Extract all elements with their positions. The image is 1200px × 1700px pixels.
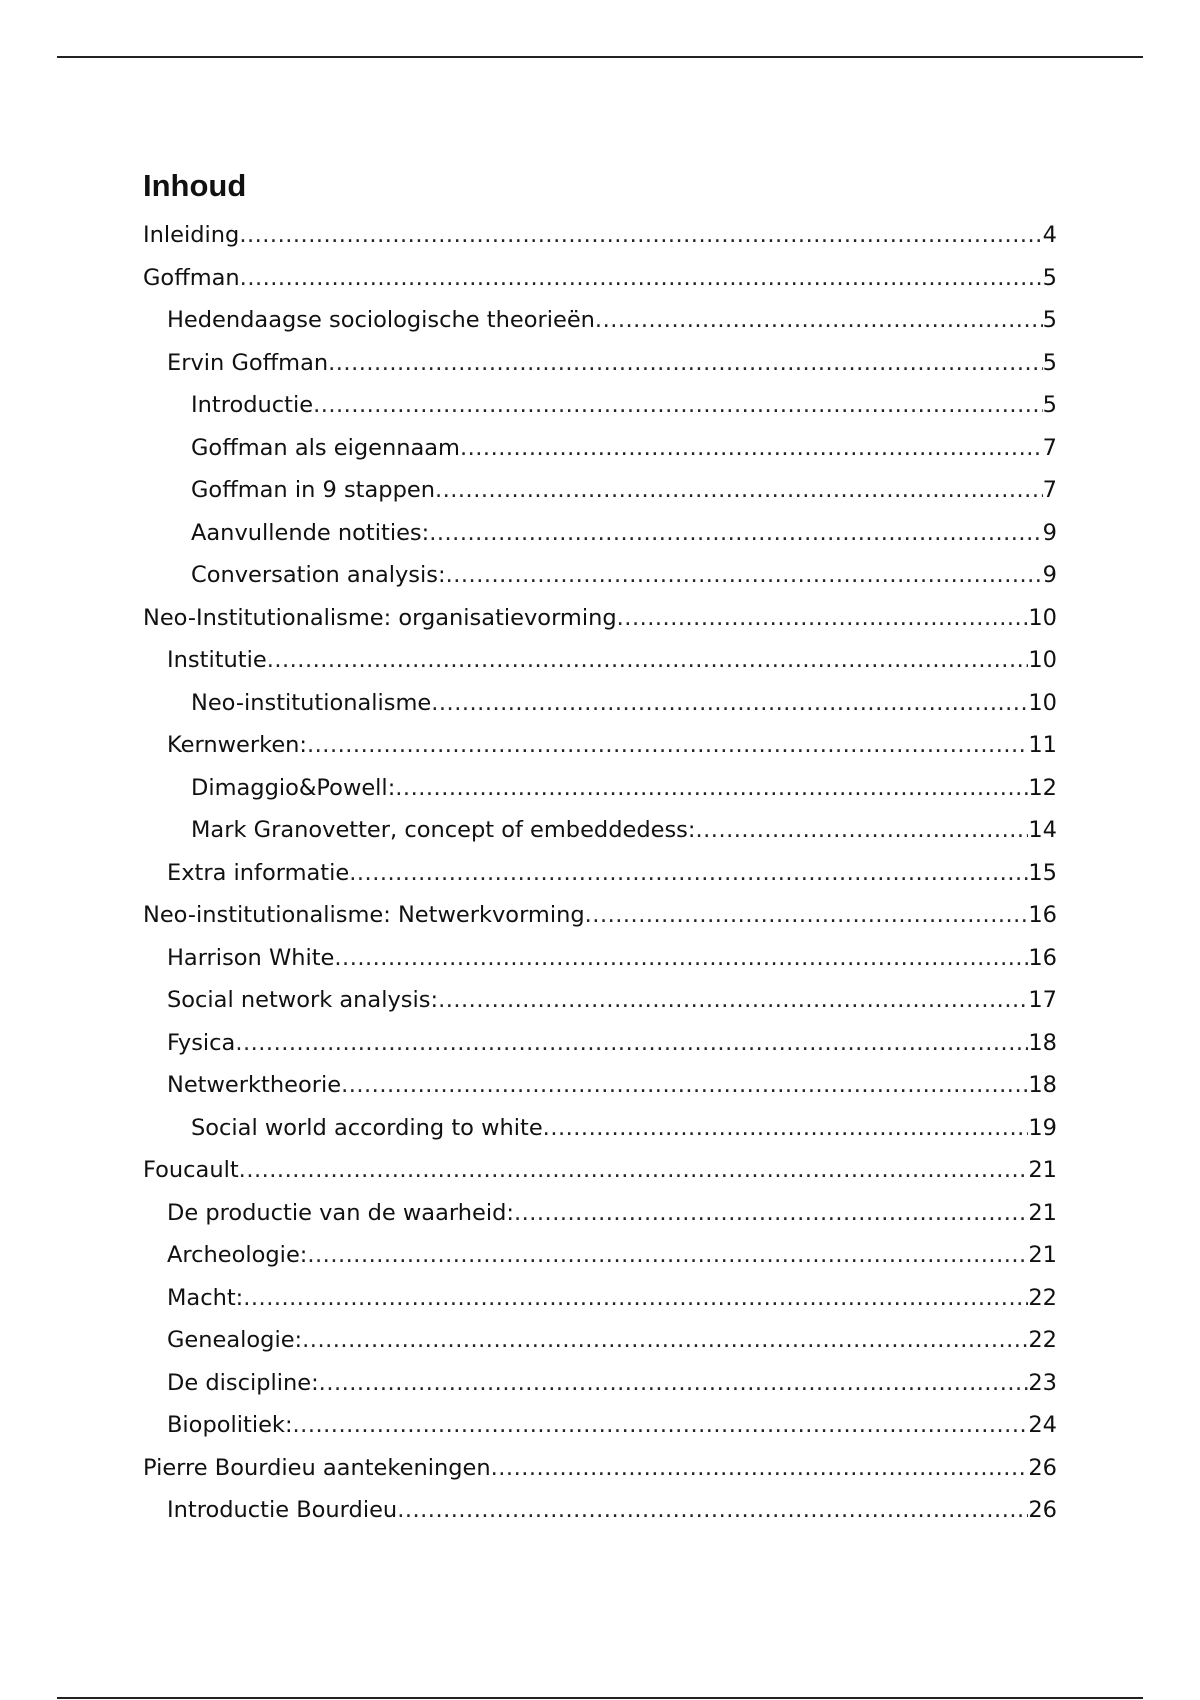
toc-entry-page-number: 11	[1028, 732, 1057, 758]
toc-entry-page-number: 4	[1042, 222, 1057, 248]
toc-entry-page-number: 7	[1042, 434, 1057, 461]
toc-entry-label: Mark Granovetter, concept of embeddedess:	[191, 817, 696, 843]
toc-dot-leader	[514, 1192, 1028, 1235]
toc-entry-page-number: 26	[1028, 1497, 1057, 1523]
toc-dot-leader	[695, 809, 1028, 852]
toc-entry-label: Aanvullende notities:	[191, 519, 430, 546]
toc-entry[interactable]	[143, 512, 1057, 555]
toc-entry[interactable]	[143, 299, 1057, 342]
toc-entry-label: Neo-institutionalisme: Netwerkvorming	[143, 902, 585, 928]
toc-dot-leader	[397, 1489, 1028, 1532]
toc-entry[interactable]	[143, 724, 1057, 767]
toc-dot-leader	[543, 1107, 1029, 1150]
toc-dot-leader	[240, 257, 1043, 300]
toc-entry-page-number: 22	[1028, 1284, 1057, 1311]
toc-entry-page-number: 22	[1028, 1327, 1057, 1353]
toc-entry-page-number: 15	[1028, 859, 1057, 886]
toc-dot-leader	[446, 554, 1043, 597]
toc-entry[interactable]	[143, 469, 1057, 512]
toc-entry-label: Neo-Institutionalisme: organisatievorming	[143, 604, 617, 631]
toc-dot-leader	[585, 894, 1029, 937]
toc-entry[interactable]	[143, 1362, 1057, 1405]
toc-entry-page-number: 16	[1028, 902, 1057, 928]
toc-entry-label: Goffman als eigennaam	[191, 434, 460, 461]
toc-entry-page-number: 17	[1028, 987, 1057, 1013]
toc-entry-label: Ervin Goffman	[167, 349, 329, 376]
toc-entry[interactable]	[143, 1192, 1057, 1235]
toc-entry-page-number: 7	[1042, 477, 1057, 503]
toc-entry-label: De discipline:	[167, 1369, 319, 1396]
table-of-contents	[143, 166, 1057, 1532]
toc-entry-page-number: 10	[1028, 647, 1057, 673]
toc-dot-leader	[267, 639, 1029, 682]
toc-entry[interactable]	[143, 597, 1057, 640]
toc-entry[interactable]	[143, 384, 1057, 427]
toc-entry-label: Goffman	[143, 264, 240, 291]
toc-entry-page-number: 9	[1042, 562, 1057, 588]
toc-title: Inhoud	[143, 168, 247, 203]
toc-list	[143, 214, 1057, 1532]
toc-dot-leader	[243, 1277, 1028, 1320]
toc-entry-page-number: 21	[1028, 1157, 1057, 1183]
toc-entry-page-number: 5	[1042, 349, 1057, 376]
toc-dot-leader	[313, 384, 1043, 427]
toc-dot-leader	[319, 1362, 1029, 1405]
toc-entry-label: Netwerktheorie	[167, 1072, 342, 1098]
toc-entry[interactable]	[143, 852, 1057, 895]
toc-entry[interactable]	[143, 1107, 1057, 1150]
toc-dot-leader	[302, 1319, 1028, 1362]
toc-entry-label: Pierre Bourdieu aantekeningen	[143, 1454, 491, 1481]
toc-dot-leader	[617, 597, 1029, 640]
toc-entry[interactable]	[143, 979, 1057, 1022]
toc-entry-page-number: 19	[1028, 1114, 1057, 1141]
toc-dot-leader	[293, 1404, 1029, 1447]
toc-entry-page-number: 5	[1042, 307, 1057, 333]
toc-entry-label: Fysica	[167, 1029, 236, 1056]
toc-entry[interactable]	[143, 937, 1057, 980]
toc-entry-page-number: 23	[1028, 1369, 1057, 1396]
toc-entry-label: Archeologie:	[167, 1242, 308, 1268]
toc-entry[interactable]	[143, 809, 1057, 852]
toc-entry[interactable]	[143, 767, 1057, 810]
toc-dot-leader	[235, 1022, 1028, 1065]
toc-entry-label: Genealogie:	[167, 1327, 303, 1353]
toc-entry[interactable]	[143, 1064, 1057, 1107]
toc-dot-leader	[429, 512, 1042, 555]
toc-dot-leader	[431, 682, 1028, 725]
toc-entry-page-number: 10	[1028, 604, 1057, 631]
toc-entry-label: Harrison White	[167, 944, 335, 971]
toc-entry[interactable]	[143, 1319, 1057, 1362]
toc-entry-page-number: 21	[1028, 1242, 1057, 1268]
toc-entry-label: Introductie	[191, 392, 314, 418]
toc-entry-page-number: 16	[1028, 944, 1057, 971]
toc-dot-leader	[341, 1064, 1028, 1107]
toc-dot-leader	[307, 1234, 1028, 1277]
toc-entry[interactable]	[143, 894, 1057, 937]
toc-entry-label: Goffman in 9 stappen	[191, 477, 435, 503]
toc-entry[interactable]	[143, 427, 1057, 470]
toc-entry-label: Foucault	[143, 1157, 239, 1183]
toc-entry[interactable]	[143, 1149, 1057, 1192]
toc-entry-page-number: 12	[1028, 774, 1057, 801]
toc-entry-page-number: 5	[1042, 392, 1057, 418]
toc-entry-label: Inleiding	[143, 222, 240, 248]
toc-entry-label: Macht:	[167, 1284, 244, 1311]
toc-entry[interactable]	[143, 1277, 1057, 1320]
toc-entry-label: Introductie Bourdieu	[167, 1497, 398, 1523]
toc-dot-leader	[334, 937, 1028, 980]
toc-entry-label: Social network analysis:	[167, 987, 439, 1013]
toc-entry-label: Dimaggio&Powell:	[191, 774, 396, 801]
toc-dot-leader	[395, 767, 1028, 810]
toc-entry-label: Extra informatie	[167, 859, 350, 886]
toc-entry-label: Biopolitiek:	[167, 1412, 293, 1438]
toc-dot-leader	[460, 427, 1043, 470]
toc-dot-leader	[307, 724, 1028, 767]
toc-entry[interactable]	[143, 682, 1057, 725]
toc-entry-page-number: 21	[1028, 1199, 1057, 1226]
toc-entry-label: Institutie	[167, 647, 267, 673]
toc-dot-leader	[438, 979, 1028, 1022]
toc-dot-leader	[239, 1149, 1029, 1192]
header-rule	[57, 56, 1143, 58]
toc-dot-leader	[328, 342, 1043, 385]
toc-entry-label: De productie van de waarheid:	[167, 1199, 514, 1226]
toc-entry-page-number: 24	[1028, 1412, 1057, 1438]
footer-rule	[57, 1697, 1143, 1699]
toc-entry-page-number: 26	[1028, 1454, 1057, 1481]
toc-entry[interactable]	[143, 1234, 1057, 1277]
toc-dot-leader	[595, 299, 1043, 342]
toc-entry-label: Kernwerken:	[167, 732, 307, 758]
toc-entry[interactable]	[143, 1489, 1057, 1532]
toc-entry[interactable]	[143, 1404, 1057, 1447]
toc-entry-page-number: 9	[1042, 519, 1057, 546]
toc-entry-label: Neo-institutionalisme	[191, 689, 432, 716]
toc-dot-leader	[435, 469, 1043, 512]
toc-entry[interactable]	[143, 1447, 1057, 1490]
toc-entry-label: Conversation analysis:	[191, 562, 446, 588]
toc-entry-page-number: 18	[1028, 1029, 1057, 1056]
toc-entry[interactable]	[143, 342, 1057, 385]
toc-dot-leader	[349, 852, 1028, 895]
toc-entry-page-number: 18	[1028, 1072, 1057, 1098]
toc-entry-page-number: 10	[1028, 689, 1057, 716]
toc-entry[interactable]	[143, 1022, 1057, 1065]
toc-entry-page-number: 14	[1028, 817, 1057, 843]
toc-entry[interactable]	[143, 639, 1057, 682]
toc-entry-label: Hedendaagse sociologische theorieën	[167, 307, 595, 333]
toc-entry-label: Social world according to white	[191, 1114, 543, 1141]
toc-entry-page-number: 5	[1042, 264, 1057, 291]
toc-entry[interactable]	[143, 257, 1057, 300]
toc-dot-leader	[491, 1447, 1029, 1490]
toc-entry[interactable]	[143, 554, 1057, 597]
toc-entry[interactable]	[143, 214, 1057, 257]
toc-dot-leader	[239, 214, 1042, 257]
